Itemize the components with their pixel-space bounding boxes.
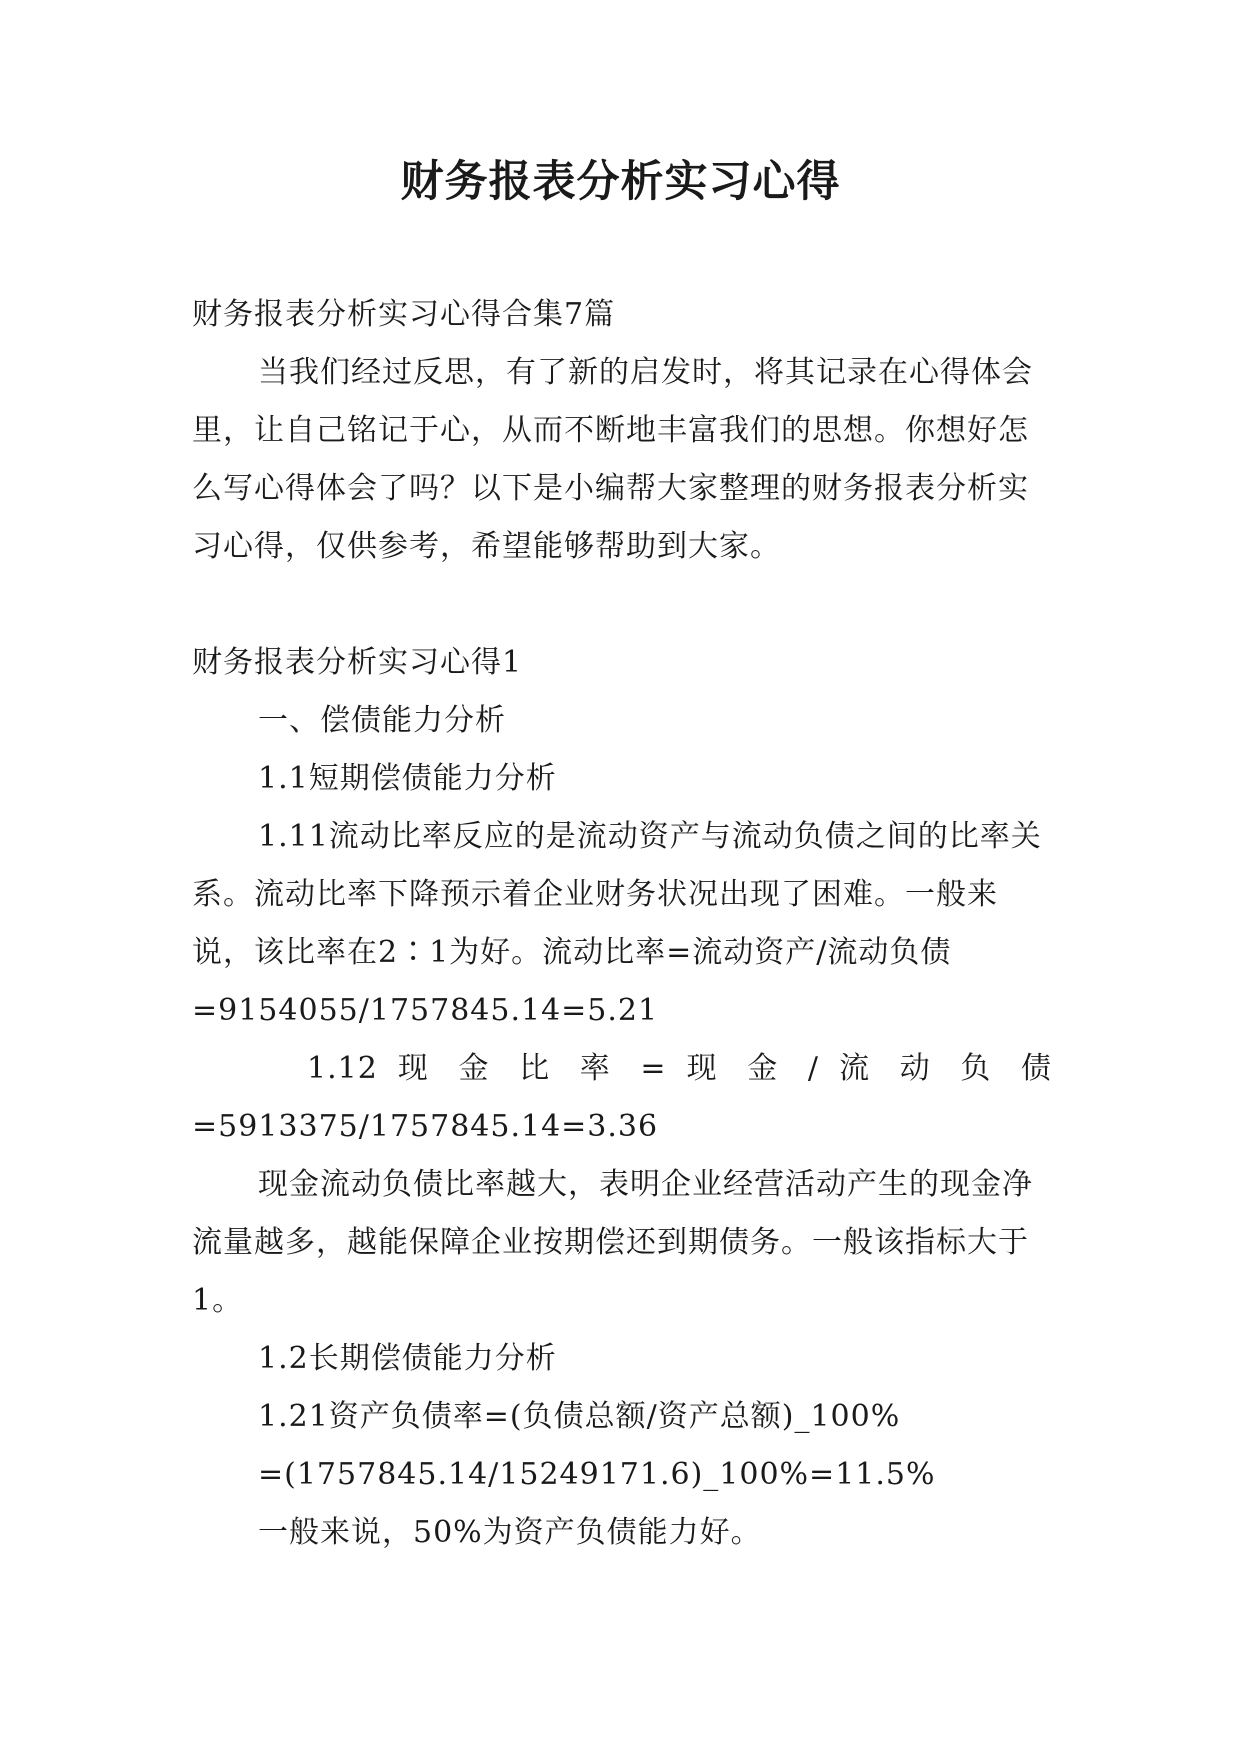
subheading-solvency: 一、偿债能力分析	[258, 703, 506, 738]
paragraph-debt-ratio-line1: 1.21资产负债率=(负债总额/资产总额)_100%	[258, 1399, 901, 1434]
collection-subtitle: 财务报表分析实习心得合集7篇	[192, 297, 616, 332]
paragraph-current-ratio: 1.11流动比率反应的是流动资产与流动负债之间的比率关系。流动比率下降预示着企业财务状况出现了困难。一般来说，该比率在2∶1为好。流动比率=流动资产/流动负债=9154055/1757845.14=5.21	[192, 819, 1042, 1028]
spacer	[192, 576, 1052, 634]
subheading-short-term: 1.1短期偿债能力分析	[258, 761, 557, 796]
paragraph-cash-flow: 现金流动负债比率越大，表明企业经营活动产生的现金净流量越多，越能保障企业按期偿还到期债务。一般该指标大于1。	[192, 1167, 1033, 1318]
paragraph-cash-ratio-line1: 1.12 现 金 比 率 = 现 金 / 流 动 负 债	[307, 1051, 1052, 1086]
paragraph-cash-ratio-line2: =5913375/1757845.14=3.36	[192, 1109, 659, 1144]
subheading-long-term: 1.2长期偿债能力分析	[258, 1341, 557, 1376]
document-body	[192, 286, 1052, 1562]
document-title: 财务报表分析实习心得	[400, 157, 841, 207]
intro-paragraph: 当我们经过反思，有了新的启发时，将其记录在心得体会里，让自己铭记于心，从而不断地丰富我们的思想。你想好怎么写心得体会了吗？以下是小编帮大家整理的财务报表分析实习心得，仅供参考，希望能够帮助到大家。	[192, 355, 1033, 564]
paragraph-general-note: 一般来说，50%为资产负债能力好。	[258, 1515, 762, 1550]
paragraph-debt-ratio-line2: =(1757845.14/15249171.6)_100%=11.5%	[258, 1457, 936, 1492]
section-heading: 财务报表分析实习心得1	[192, 645, 523, 680]
